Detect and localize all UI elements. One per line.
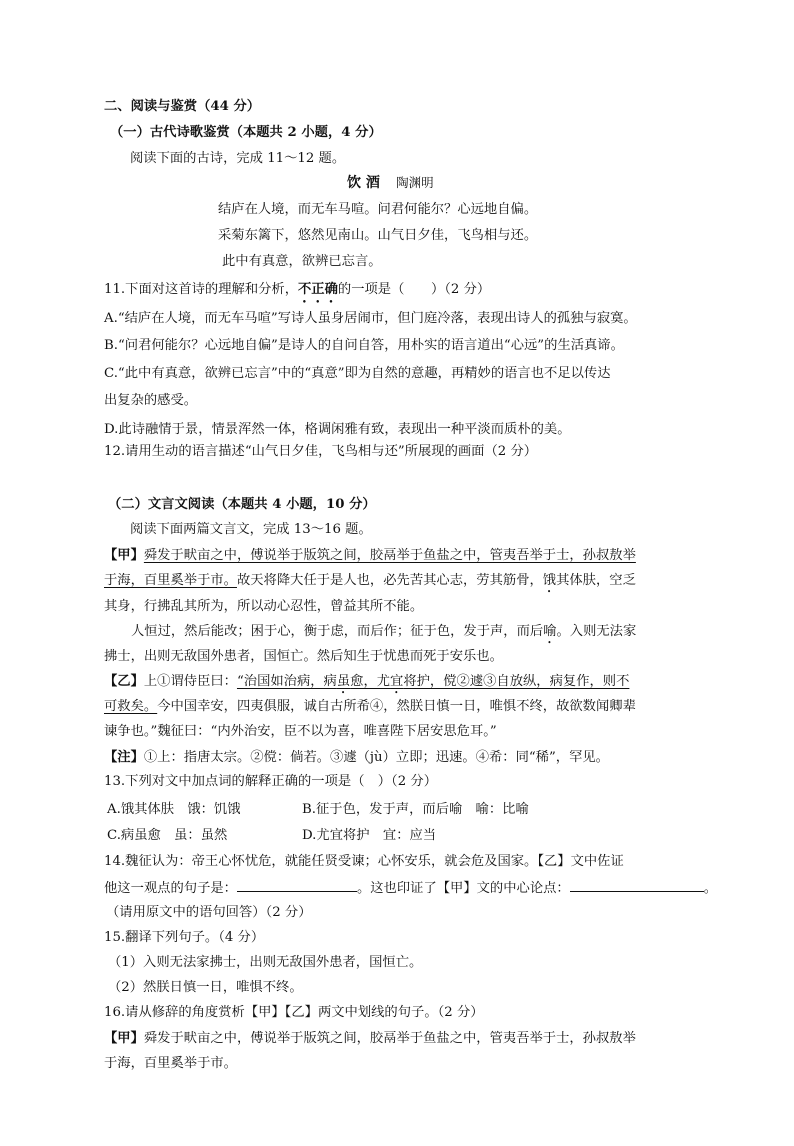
- poem-author: 陶渊明: [396, 175, 434, 190]
- option-c-cont: 出复杂的感受。: [104, 393, 198, 408]
- dotted-word: 宜: [390, 674, 404, 689]
- option-a: A.饿其体肤 饿：饥饿: [107, 802, 241, 817]
- option-c: C.“此中有真意，欲辨已忘言”中的“真意”即为自然的意趣，再精妙的语言也不足以传达: [104, 366, 611, 381]
- option-a: A.“结庐在人境，而无车马喧”写诗人虽身居闹市，但门庭冷落，表现出诗人的孤独与寂寞。: [104, 311, 637, 326]
- question-11: 11.下面对这首诗的理解和分析，不正确的一项是（ ）（2 分）: [104, 282, 491, 297]
- emphasis-text: 不正确: [298, 282, 338, 297]
- question-13: 13.下列对文中加点词的解释正确的一项是（ ）（2 分）: [104, 774, 438, 789]
- passage-jia-line: 人恒过，然后能改；困于心，衡于虑，而后作；征于色，发于声，而后喻。入则无法家: [131, 624, 637, 639]
- question-14: 14.魏征认为：帝王心怀忧危，就能任贤受谏；心怀安乐，就会危及国家。【乙】文中佐证: [104, 854, 624, 869]
- poem-title: 饮 酒: [347, 175, 380, 191]
- option-d: D.此诗融情于景，情景浑然一体，格调闲雅有致，表现出一种平淡而质朴的美。: [104, 422, 571, 437]
- question-15: 15.翻译下列句子。（4 分）: [104, 930, 265, 945]
- poem-line: 此中有真意，欲辨已忘言。: [222, 254, 382, 269]
- option-d: D.尤宜将护 宜：应当: [302, 828, 437, 843]
- poem-title-line: [347, 173, 434, 194]
- underlined-sentence: 于海，百里奚举于市。: [104, 573, 237, 588]
- underlined-sentence: “治国如治病，病虽愈，尤宜将护，傥②遽③自放纵，病复作，则不: [236, 674, 630, 689]
- question-15-item: （1）入则无法家拂士，出则无敌国外患者，国恒亡。: [108, 955, 423, 970]
- poem-line: 结庐在人境，而无车马喧。问君何能尔？心远地自偏。: [218, 202, 538, 217]
- passage-jia-line: [104, 546, 636, 566]
- dotted-word: 喻: [543, 624, 557, 639]
- passage-jia-line: 于海，百里奚举于市。故天将降大任于是人也，必先苦其心志，劳其筋骨，饿其体肤，空乏: [104, 573, 636, 588]
- question-14-note: （请用原文中的语句回答）（2 分）: [106, 905, 312, 920]
- underlined-sentence: 舜发于畎亩之中，傅说举于版筑之间，胶鬲举于鱼盐之中，管夷吾举于士，孙叔敖举: [143, 548, 636, 563]
- option-b: B.征于色，发于声，而后喻 喻：比喻: [302, 802, 529, 817]
- answer-blank[interactable]: [237, 877, 357, 892]
- part1-instruction: 阅读下面的古诗，完成 11～12 题。: [130, 151, 346, 166]
- passage-jia-line: 其身，行拂乱其所为，所以动心忍性，曾益其所不能。: [104, 599, 424, 614]
- part2-instruction: 阅读下面两篇文言文，完成 13～16 题。: [130, 522, 372, 537]
- poem-line: 采菊东篱下，悠然见南山。山气日夕佳，飞鸟相与还。: [218, 228, 538, 243]
- passage-yi-line: 可救矣。今中国幸安，四夷俱服，诚自古所希④，然朕日慎一日，唯惧不终，故欲数闻卿辈: [104, 699, 636, 714]
- question-15-item: （2）然朕日慎一日，唯惧不终。: [108, 980, 303, 995]
- section-heading: 二、阅读与鉴赏（44 分）: [104, 99, 261, 114]
- dotted-word: 饿: [542, 573, 557, 588]
- passage-tag: 【乙】: [104, 674, 144, 689]
- option-c: C.病虽愈 虽：虽然: [107, 828, 228, 843]
- question-14-blanks: 他这一观点的句子是： 。这也印证了【甲】文的中心论点： 。: [104, 877, 717, 899]
- question-16: 16.请从修辞的角度赏析【甲】【乙】两文中划线的句子。（2 分）: [104, 1005, 484, 1020]
- option-b: B.“问君何能尔？心远地自偏”是诗人的自问自答，用朴实的语言道出“心远”的生活真谛。: [104, 338, 624, 353]
- question-16-quote-cont: 于海，百里奚举于市。: [104, 1056, 237, 1071]
- passage-jia-line: 拂士，出则无敌国外患者，国恒亡。然后知生于忧患而死于安乐也。: [104, 649, 503, 664]
- passage-tag: 【甲】: [104, 548, 144, 563]
- question-16-quote: 【甲】舜发于畎亩之中，傅说举于版筑之间，胶鬲举于鱼盐之中，管夷吾举于士，孙叔敖举: [104, 1031, 636, 1046]
- answer-blank[interactable]: [570, 877, 704, 892]
- part1-heading: （一）古代诗歌鉴赏（本题共 2 小题，4 分）: [110, 125, 382, 140]
- passage-yi-line: 【乙】上①谓侍臣曰：“治国如治病，病虽愈，尤宜将护，傥②遽③自放纵，病复作，则不: [104, 674, 630, 689]
- passage-yi-line: 谏争也。”魏征曰：“内外治安，臣不以为喜，唯喜陛下居安思危耳。”: [104, 724, 497, 739]
- dotted-word: 虽: [336, 674, 351, 689]
- part2-heading: （二）文言文阅读（本题共 4 小题，10 分）: [108, 497, 376, 512]
- underlined-sentence: 可救矣。: [104, 699, 158, 714]
- passage-note: 【注】①上：指唐太宗。②傥：倘若。③遽（jù）立即；迅速。④希：同“稀”，罕见。: [104, 750, 609, 765]
- question-12: 12.请用生动的语言描述“山气日夕佳，飞鸟相与还”所展现的画面（2 分）: [104, 444, 538, 459]
